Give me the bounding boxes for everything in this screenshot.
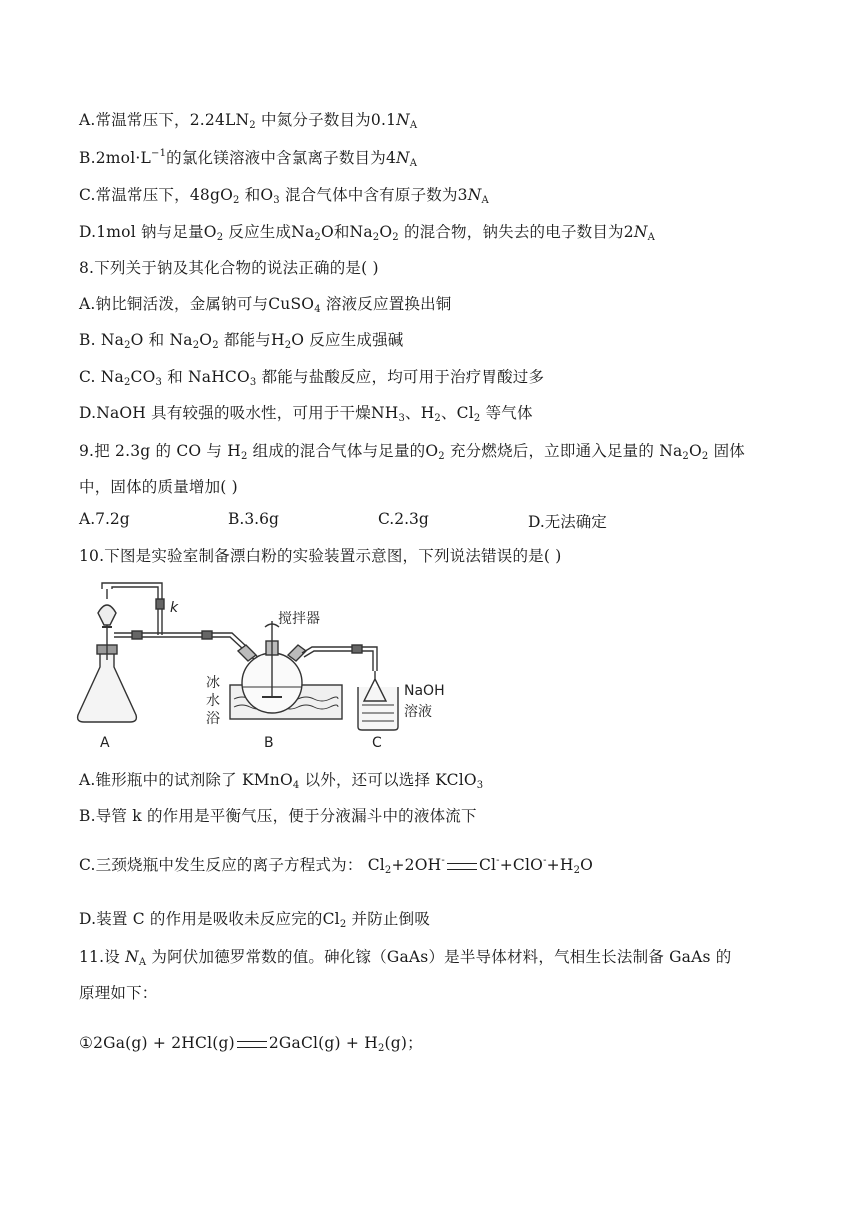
q9-stem-line2: 中，固体的质量增加( ) — [79, 478, 238, 496]
q8-option-b: B. $Na_2O$ 和 $Na_2O_2$ 都能与$H_2O$ 反应生成强碱 — [79, 331, 404, 351]
q7-option-d: D.1mol 钠与足量$O_2$ 反应生成$Na_2O$和$Na_2O_2$ 的混合物，钠失去的电子数目为$2N_A$ — [79, 223, 655, 243]
q10-option-b: B.导管 k 的作用是平衡气压，便于分液漏斗中的液体流下 — [79, 807, 477, 825]
beaker-c — [358, 687, 398, 730]
q11-equation-1: ①2Ga(g) + 2HCl(g) 2GaCl(g) + $H_2(g)$； — [79, 1034, 423, 1054]
label-a: A — [100, 735, 110, 751]
q9-option-b: B.3.6g — [228, 510, 279, 528]
q10-stem: 10.下图是实验室制备漂白粉的实验装置示意图，下列说法错误的是( ) — [79, 547, 562, 565]
equals-sign — [237, 1041, 267, 1048]
q9-option-a: A.7.2g — [79, 510, 130, 528]
q9-option-d: D.无法确定 — [528, 513, 607, 531]
q8-option-c: C. $Na_2CO_3$ 和 NaHCO$_3$ 都能与盐酸反应，均可用于治疗胃酸过多 — [79, 368, 545, 388]
q8-option-a: A.钠比铜活泼，金属钠可与CuSO$_4$ 溶液反应置换出铜 — [79, 295, 452, 315]
q10-option-c: C.三颈烧瓶中发生反应的离子方程式为： $Cl_2+2OH^-$ $Cl^-+ClO^-+H_2O$ — [79, 855, 594, 876]
flask-a — [78, 653, 137, 722]
separatory-funnel — [98, 605, 116, 625]
label-ice-3: 浴 — [206, 711, 220, 727]
label-stirrer: 搅拌器 — [278, 611, 320, 627]
q9-stem-line1: 9.把 2.3g 的 CO 与 $H_2$ 组成的混合气体与足量的$O_2$ 充分燃烧后，立即通入足量的 $Na_2O_2$ 固体 — [79, 442, 745, 462]
label-c: C — [372, 735, 382, 751]
label-solution: 溶液 — [404, 704, 432, 720]
q8-option-d: D.NaOH 具有较强的吸水性，可用于干燥$NH_3$、$H_2$、$Cl_2$ 等气体 — [79, 404, 533, 424]
q11-stem-line1: 11.设 $N_A$ 为阿伏加德罗常数的值。砷化镓（GaAs）是半导体材料，气相生长法制备 GaAs 的 — [79, 948, 732, 968]
q7-option-c: C.常温常压下，$48gO_2$ 和$O_3$ 混合气体中含有原子数为$3N_A$ — [79, 186, 489, 206]
label-naoh: NaOH — [404, 683, 445, 699]
apparatus-diagram — [72, 575, 472, 753]
q11-stem-line2: 原理如下： — [79, 984, 158, 1002]
q7-option-a: A.常温常压下，$2.24LN_2$ 中氮分子数目为$0.1N_A$ — [79, 111, 418, 131]
q7-option-b: $B.2mol\cdot L^{-1}$的氯化镁溶液中含氯离子数目为$4N_A$ — [79, 148, 418, 169]
label-ice-2: 水 — [206, 693, 220, 709]
q10-option-a: A.锥形瓶中的试剂除了 KMnO$_4$ 以外，还可以选择 KClO$_3$ — [79, 771, 484, 791]
q10-option-d: D.装置 C 的作用是吸收未反应完的$Cl_2$ 并防止倒吸 — [79, 910, 431, 930]
q9-option-c: C.2.3g — [378, 510, 429, 528]
q8-stem: 8.下列关于钠及其化合物的说法正确的是( ) — [79, 259, 379, 277]
label-ice-1: 冰 — [206, 675, 220, 691]
label-b: B — [264, 735, 274, 751]
equals-sign — [447, 863, 477, 870]
label-k: k — [170, 600, 179, 616]
